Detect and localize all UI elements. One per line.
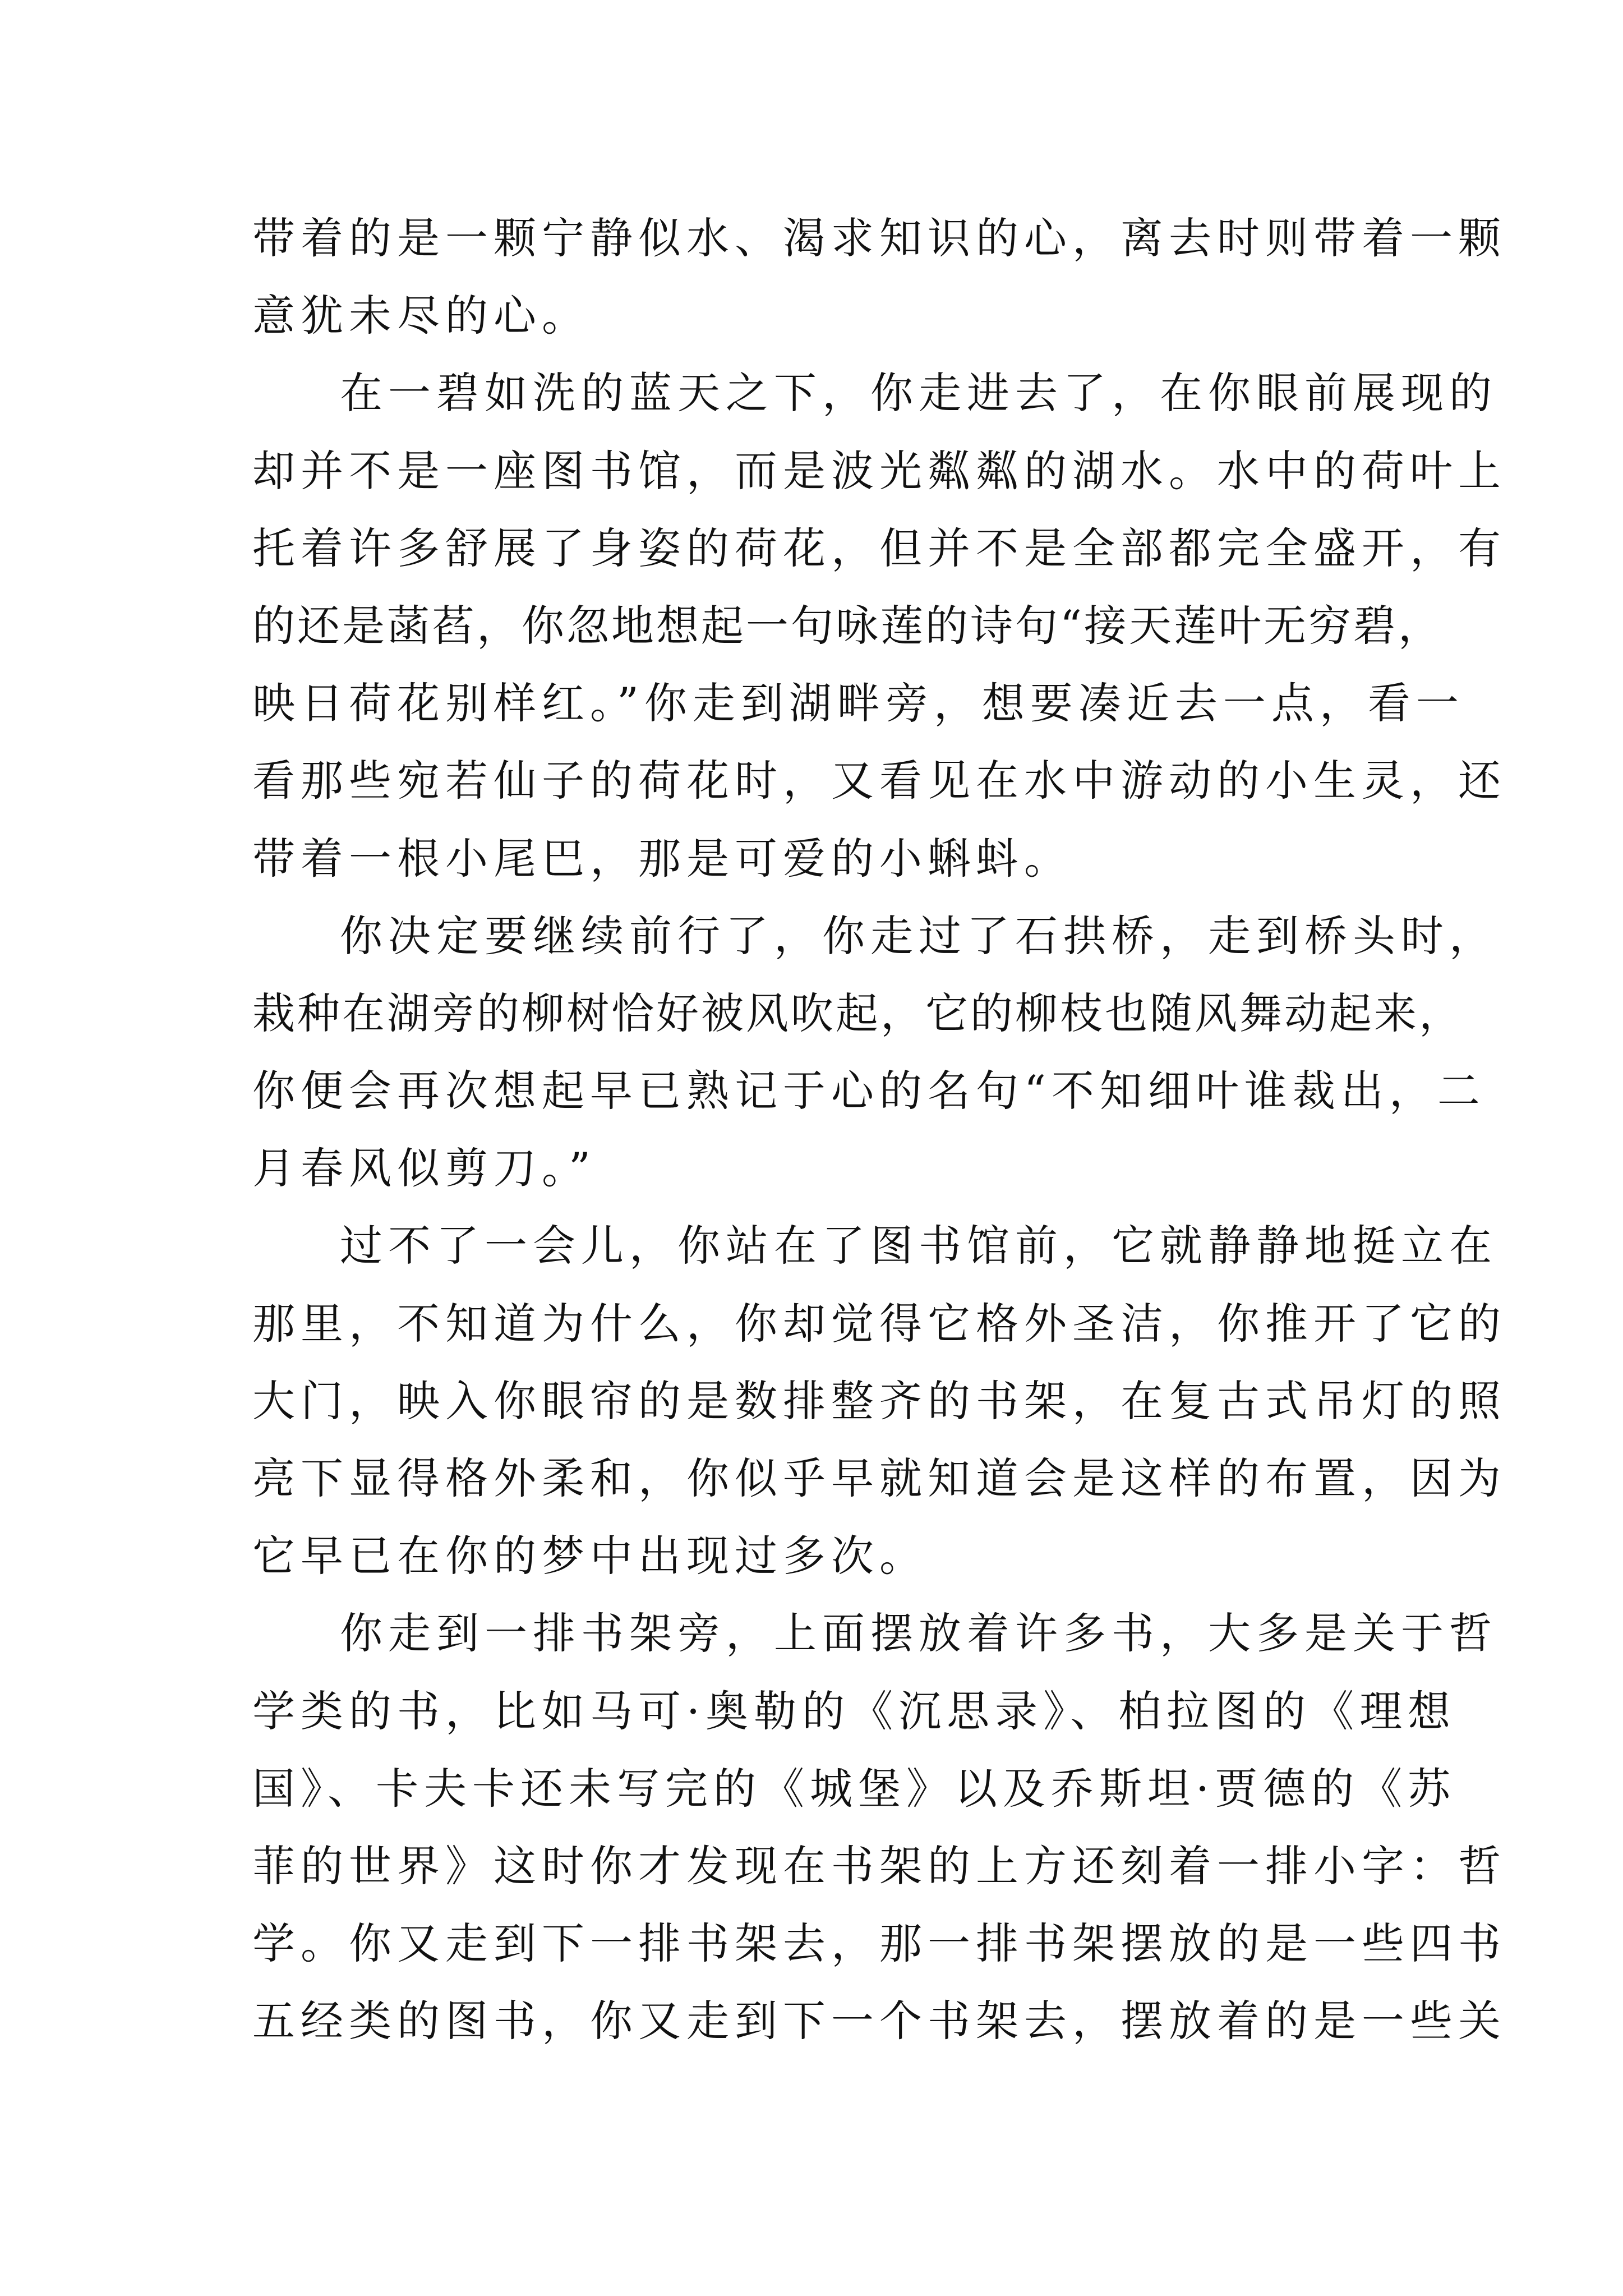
text-line: 月春风似剪刀。”: [252, 1143, 596, 1194]
paragraph-first-line: 你走到一排书架旁，上面摆放着许多书，大多是关于哲: [340, 1608, 1497, 1659]
text-line: 大门，映入你眼帘的是数排整齐的书架，在复古式吊灯的照: [252, 1375, 1506, 1426]
text-line: 栽种在湖旁的柳树恰好被风吹起，它的柳枝也随风舞动起来，: [252, 988, 1464, 1038]
text-line: 学。你又走到下一排书架去，那一排书架摆放的是一些四书: [252, 1918, 1506, 1969]
text-line: 学类的书，比如马可·奥勒的《沉思录》、柏拉图的《理想: [252, 1686, 1456, 1736]
text-line: 却并不是一座图书馆，而是波光粼粼的湖水。水中的荷叶上: [252, 445, 1506, 496]
text-line: 菲的世界》这时你才发现在书架的上方还刻着一排小字：哲: [252, 1841, 1506, 1891]
text-line: 托着许多舒展了身姿的荷花，但并不是全部都完全盛开，有: [252, 523, 1506, 573]
text-line: 那里，不知道为什么，你却觉得它格外圣洁，你推开了它的: [252, 1298, 1506, 1349]
text-line: 五经类的图书，你又走到下一个书架去，摆放着的是一些关: [252, 1996, 1506, 2046]
text-line: 的还是菡萏，你忽地想起一句咏莲的诗句“接天莲叶无穷碧，: [252, 600, 1443, 651]
text-line: 看那些宛若仙子的荷花时，又看见在水中游动的小生灵，还: [252, 756, 1506, 806]
text-line: 亮下显得格外柔和，你似乎早就知道会是这样的布置，因为: [252, 1453, 1506, 1503]
document-body: [252, 200, 1506, 2060]
text-line: 你便会再次想起早已熟记于心的名句“不知细叶谁裁出，二: [252, 1066, 1486, 1116]
text-line: 带着的是一颗宁静似水、渴求知识的心，离去时则带着一颗: [252, 213, 1506, 263]
paragraph-first-line: 你决定要继续前行了，你走过了石拱桥，走到桥头时，: [340, 910, 1497, 961]
text-line: 它早已在你的梦中出现过多次。: [252, 1531, 928, 1581]
text-line: 映日荷花别样红。”你走到湖畔旁，想要凑近去一点，看一: [252, 678, 1464, 729]
text-line: 意犹未尽的心。: [252, 291, 590, 341]
paragraph-first-line: 过不了一会儿，你站在了图书馆前，它就静静地挺立在: [340, 1221, 1497, 1271]
paragraph-first-line: 在一碧如洗的蓝天之下，你走进去了，在你眼前展现的: [340, 368, 1497, 418]
text-line: 国》、卡夫卡还未写完的《城堡》以及乔斯坦·贾德的《苏: [252, 1763, 1456, 1814]
text-line: 带着一根小尾巴，那是可爱的小蝌蚪。: [252, 833, 1072, 884]
